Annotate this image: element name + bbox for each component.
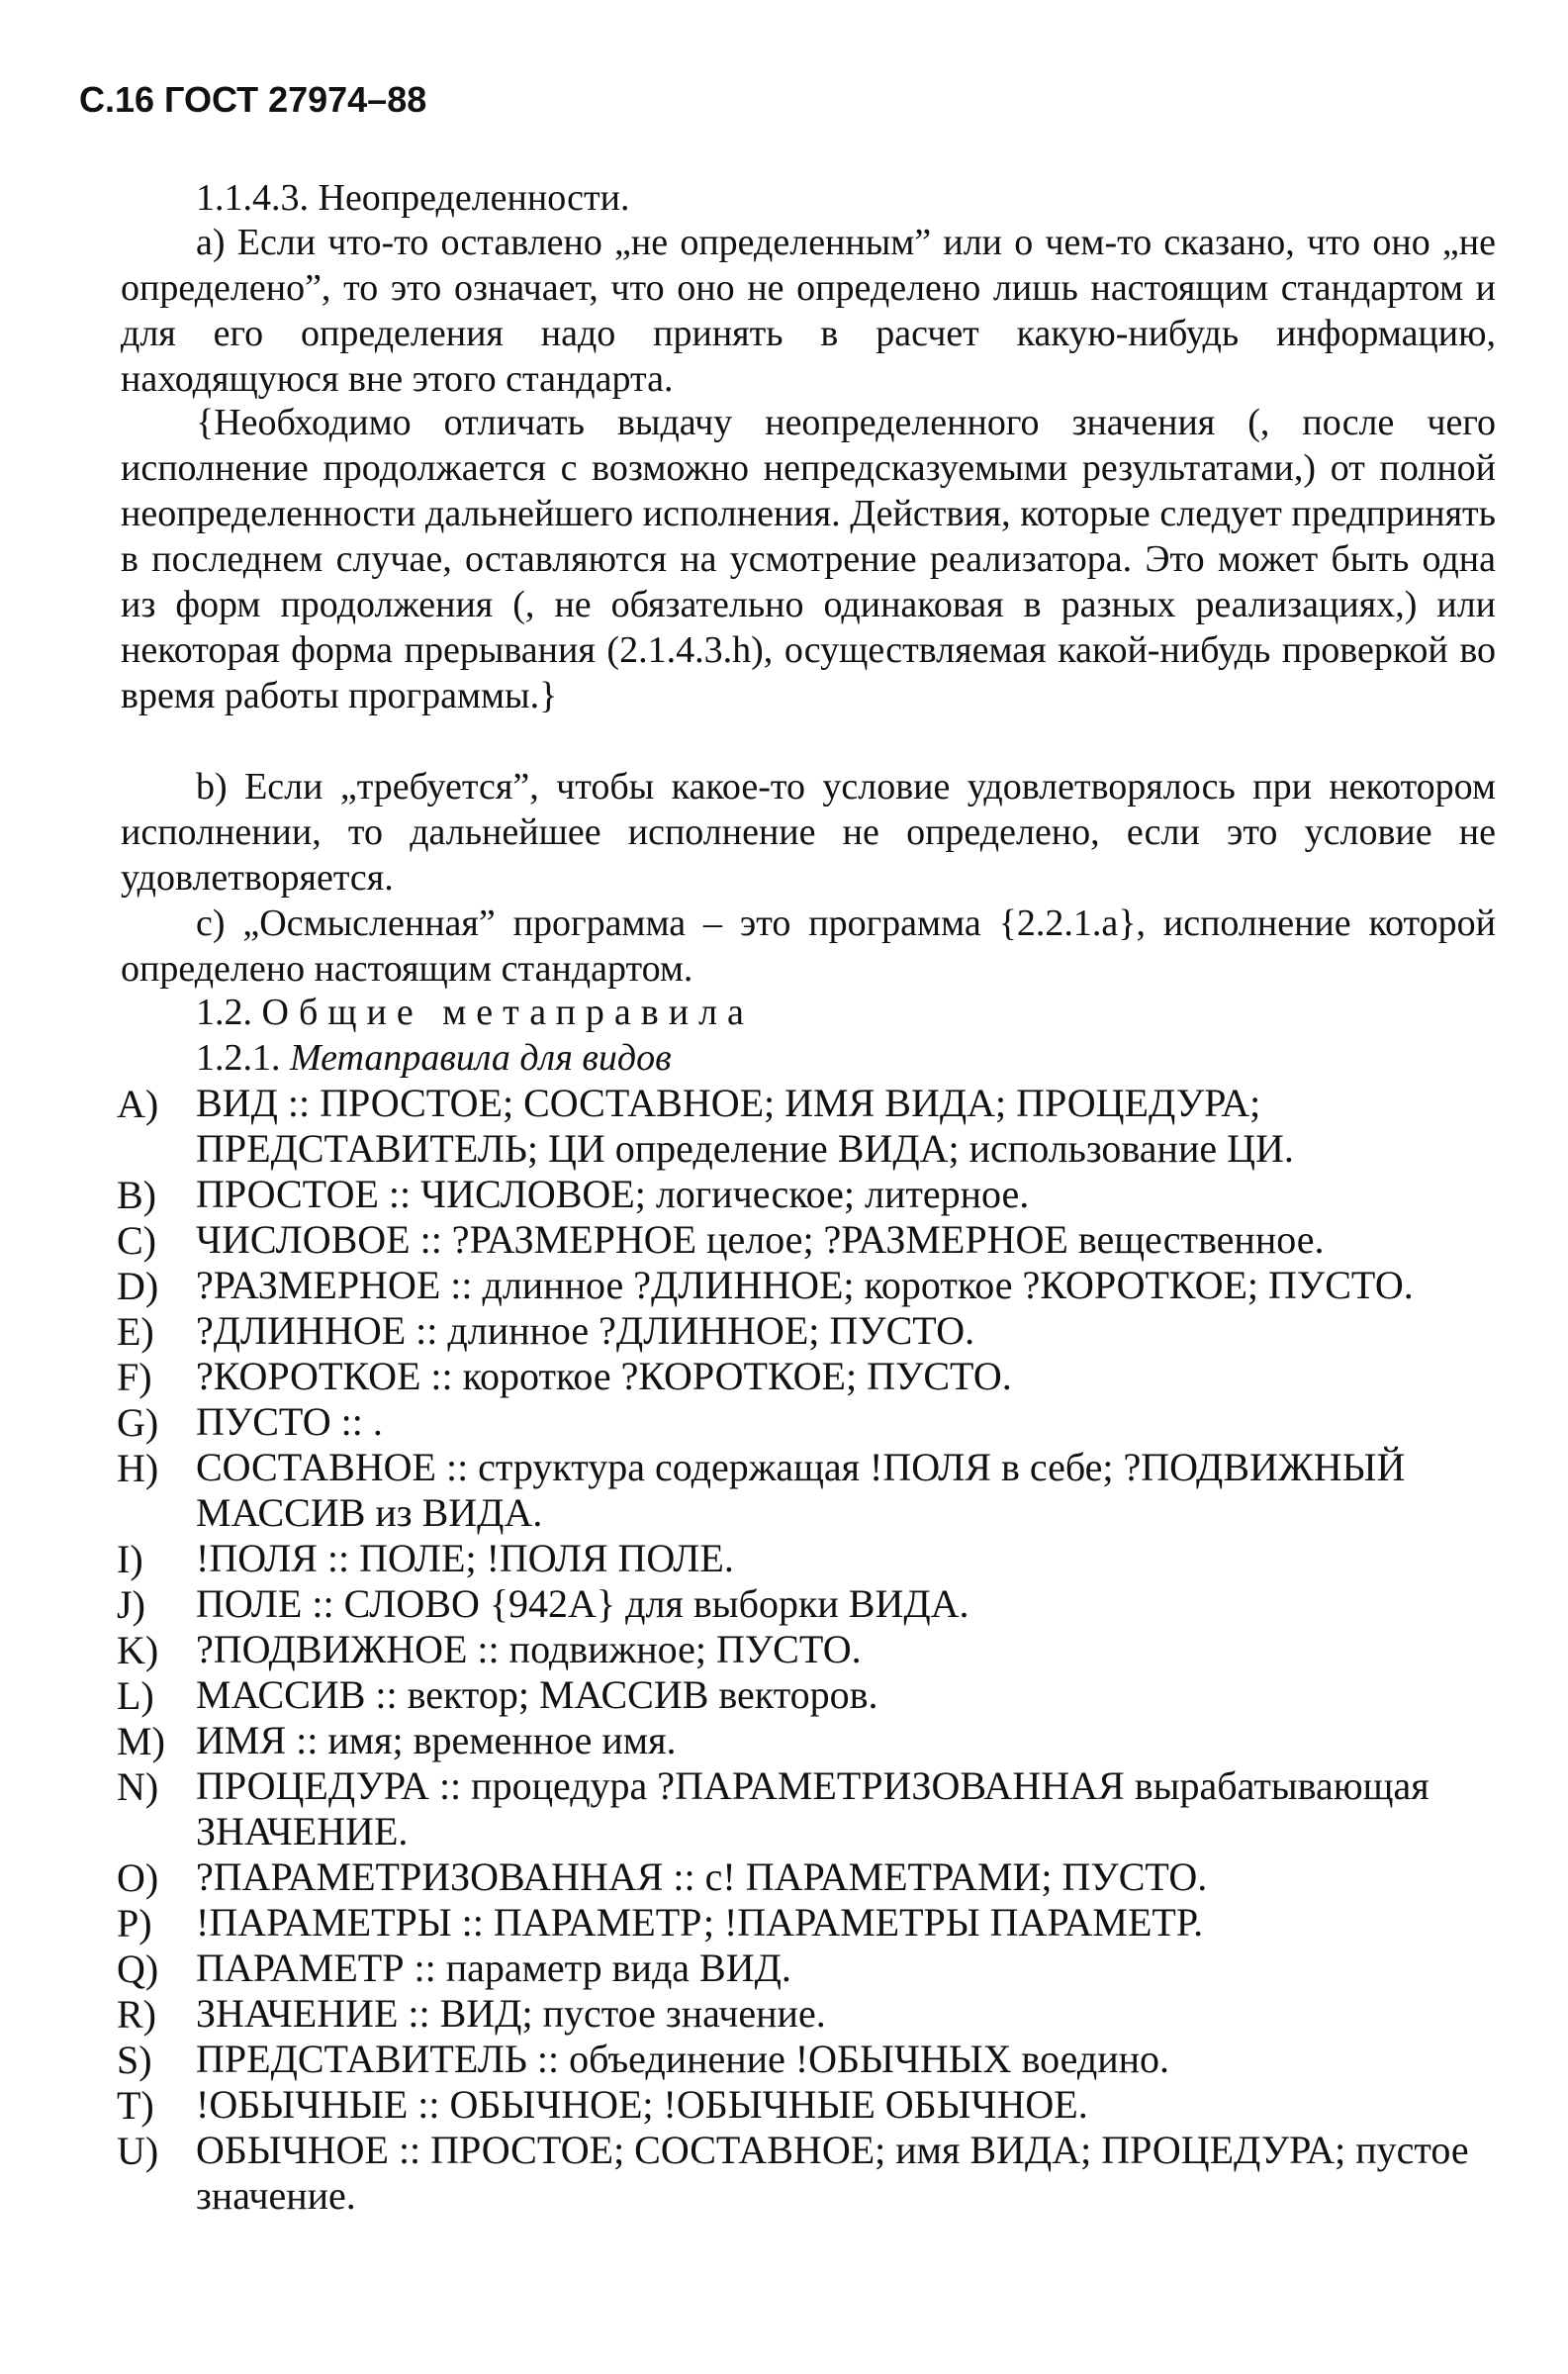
rule-letter: U) xyxy=(117,2129,159,2173)
rule-letter: G) xyxy=(117,1400,159,1445)
rule-letter: L) xyxy=(117,1673,154,1718)
rule-letter: D) xyxy=(117,1264,159,1308)
rule-text: ?КОРОТКОЕ :: короткое ?КОРОТКОЕ; ПУСТО. xyxy=(196,1354,1012,1398)
rule-letter: B) xyxy=(117,1173,156,1217)
rule-text: ПРОЦЕДУРА :: процедура ?ПАРАМЕТРИЗОВАННАЯ вырабатывающая ЗНАЧЕНИЕ. xyxy=(196,1763,1430,1853)
rule-text: СОСТАВНОЕ :: структура содержащая !ПОЛЯ в себе; ?ПОДВИЖНЫЙ МАССИВ из ВИДА. xyxy=(196,1445,1406,1535)
rule-text: ?РАЗМЕРНОЕ :: длинное ?ДЛИННОЕ; короткое ?КОРОТКОЕ; ПУСТО. xyxy=(196,1263,1414,1307)
rule-letter: N) xyxy=(117,1764,159,1809)
rule-letter: H) xyxy=(117,1446,159,1490)
section-1-1-4-3-heading: 1.1.4.3. Неопределенности. xyxy=(196,177,630,219)
rule-letter: I) xyxy=(117,1537,143,1581)
rule-text: МАССИВ :: вектор; МАССИВ векторов. xyxy=(196,1672,878,1717)
rule-letter: M) xyxy=(117,1719,165,1763)
section-1-2-title: Общие метаправила xyxy=(261,992,754,1033)
rule-letter: J) xyxy=(117,1582,145,1627)
rule-text: ОБЫЧНОЕ :: ПРОСТОЕ; СОСТАВНОЕ; имя ВИДА; ПРОЦЕДУРА; пустое значение. xyxy=(196,2128,1469,2218)
section-1-2-heading xyxy=(196,991,754,1034)
rule-text: ЗНАЧЕНИЕ :: ВИД; пустое значение. xyxy=(196,1991,826,2036)
rule-text: ?ПОДВИЖНОЕ :: подвижное; ПУСТО. xyxy=(196,1627,862,1671)
rule-letter: E) xyxy=(117,1309,154,1354)
paragraph-b: b) Если „требуется”, чтобы какое-то условие удовлетворялось при некотором исполнении, то дальнейшее исполнение не определено, если это условие не удовлетворяется. xyxy=(121,766,1496,899)
rule-letter: C) xyxy=(117,1218,156,1263)
rule-text: ПАРАМЕТР :: параметр вида ВИД. xyxy=(196,1946,791,1990)
rule-text: !ОБЫЧНЫЕ :: ОБЫЧНОЕ; !ОБЫЧНЫЕ ОБЫЧНОЕ. xyxy=(196,2082,1088,2127)
rule-letter: S) xyxy=(117,2038,152,2082)
paragraph-c: c) „Осмысленная” программа – это программа {2.2.1.a}, исполнение которой определено настоящим стандартом. xyxy=(121,902,1496,990)
rule-text: !ПОЛЯ :: ПОЛЕ; !ПОЛЯ ПОЛЕ. xyxy=(196,1536,734,1580)
rule-text: ПРЕДСТАВИТЕЛЬ :: объединение !ОБЫЧНЫХ воедино. xyxy=(196,2037,1170,2081)
page-header: С.16 ГОСТ 27974–88 xyxy=(79,79,427,120)
paragraph-note: {Необходимо отличать выдачу неопределенного значения (, после чего исполнение продолжается с возможно непредсказуемыми результатами,) от полной неопределенности дальнейшего исполнения. Действия, которые следует предпринять в последнем случае, оставляются на усмотрение реализатора. Это может быть одна из форм продолжения (, не обязательно одинаковая в разных реализациях,) или некоторая форма прерывания (2.1.4.3.h), осуществляемая какой-нибудь проверкой во время работы программы.} xyxy=(121,402,1496,716)
rule-text: ИМЯ :: имя; временное имя. xyxy=(196,1718,677,1762)
rule-letter: K) xyxy=(117,1628,159,1672)
rule-text: !ПАРАМЕТРЫ :: ПАРАМЕТР; !ПАРАМЕТРЫ ПАРАМЕТР. xyxy=(196,1900,1204,1945)
rule-text: ПУСТО :: . xyxy=(196,1399,383,1444)
paragraph-a: а) Если что-то оставлено „не определенным” или о чем-то сказано, что оно „не определено”, то это означает, что оно не определено лишь настоящим стандартом и для его определения надо принять в расчет какую-нибудь информацию, находящуюся вне этого стандарта. xyxy=(121,222,1496,400)
section-1-2-1-number: 1.2.1. xyxy=(196,1037,281,1079)
rule-text: ПРОСТОЕ :: ЧИСЛОВОЕ; логическое; литерное. xyxy=(196,1172,1030,1216)
rule-letter: O) xyxy=(117,1855,159,1900)
rule-letter: P) xyxy=(117,1901,152,1946)
rule-letter: F) xyxy=(117,1355,152,1399)
section-1-2-number: 1.2. xyxy=(196,992,252,1033)
rule-letter: A) xyxy=(117,1082,159,1126)
rule-letter: T) xyxy=(117,2083,154,2128)
section-1-2-1-heading xyxy=(196,1036,672,1080)
rule-letter: Q) xyxy=(117,1947,159,1991)
rule-text: ?ДЛИННОЕ :: длинное ?ДЛИННОЕ; ПУСТО. xyxy=(196,1308,975,1353)
section-1-2-1-title: Метаправила для видов xyxy=(290,1037,672,1079)
rule-text: ?ПАРАМЕТРИЗОВАННАЯ :: с! ПАРАМЕТРАМИ; ПУСТО. xyxy=(196,1854,1208,1899)
rule-text: ПОЛЕ :: СЛОВО {942A} для выборки ВИДА. xyxy=(196,1581,969,1626)
rule-text: ВИД :: ПРОСТОЕ; СОСТАВНОЕ; ИМЯ ВИДА; ПРОЦЕДУРА; ПРЕДСТАВИТЕЛЬ; ЦИ определение ВИДА; использование ЦИ. xyxy=(196,1081,1294,1171)
rule-letter: R) xyxy=(117,1992,156,2037)
rule-text: ЧИСЛОВОЕ :: ?РАЗМЕРНОЕ целое; ?РАЗМЕРНОЕ вещественное. xyxy=(196,1217,1325,1262)
